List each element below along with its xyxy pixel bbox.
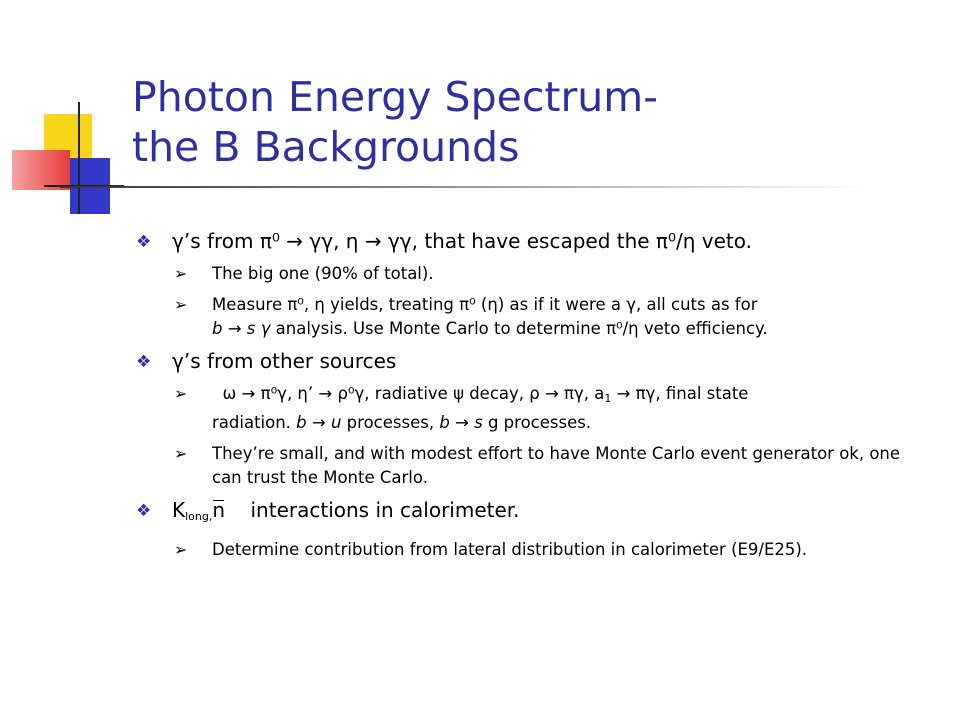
- sub-bullet-text: Determine contribution from lateral distribution in calorimeter (E9/E25).: [212, 540, 808, 559]
- sub-bullet-text-cont: → πγ, final state: [616, 384, 749, 403]
- slide-title: [132, 72, 932, 172]
- arrow-bullet-icon: ➢: [174, 540, 188, 559]
- title-divider: [60, 186, 870, 188]
- title-line-1: Photon Energy Spectrum-: [132, 73, 659, 121]
- bullet-item: [136, 348, 916, 374]
- diamond-bullet-icon: ❖: [136, 232, 152, 252]
- sub-bullet-text: Measure π⁰, η yields, treating π⁰ (η) as if it were a γ, all cuts as for: [212, 295, 758, 314]
- sub-bullet-text-cont: processes,: [346, 413, 435, 432]
- formula-b-to-s-gamma: b → s γ: [212, 319, 271, 338]
- k-subscript: long,: [185, 510, 213, 523]
- subscript-1: 1: [604, 392, 612, 405]
- antineutron-symbol: n: [212, 498, 226, 522]
- deco-vertical-line: [78, 102, 80, 214]
- arrow-bullet-icon: ➢: [174, 384, 188, 403]
- deco-red-block: [12, 150, 70, 190]
- arrow-bullet-icon: ➢: [174, 444, 188, 463]
- sub-bullet-item: [174, 293, 916, 341]
- sub-bullet-item: [174, 538, 916, 562]
- sub-bullet-text-cont: analysis. Use Monte Carlo to determine π⁰/η veto efficiency.: [275, 319, 768, 338]
- title-line-2: the B Backgrounds: [132, 123, 520, 171]
- sub-bullet-text: They’re small, and with modest effort to have Monte Carlo event generator ok, one can trust the Monte Carlo.: [212, 444, 901, 487]
- arrow-bullet-icon: ➢: [174, 264, 188, 283]
- sub-bullet-text: ω → π⁰γ, η’ → ρ⁰γ, radiative ψ decay, ρ → πγ, a: [222, 384, 605, 403]
- arrow-bullet-icon: ➢: [174, 295, 188, 314]
- sub-bullet-text-cont: g processes.: [487, 413, 592, 432]
- diamond-bullet-icon: ❖: [136, 352, 152, 372]
- sub-bullet-item: [174, 262, 916, 286]
- diamond-bullet-icon: ❖: [136, 501, 152, 521]
- slide-body: [136, 222, 916, 569]
- formula-b-to-s: b → s: [439, 413, 483, 432]
- formula-b-to-u: b → u: [296, 413, 342, 432]
- sub-bullet-item: [174, 382, 916, 435]
- sub-bullet-item: [174, 442, 916, 490]
- k-symbol: K: [172, 498, 186, 522]
- bullet-text: γ’s from π⁰ → γγ, η → γγ, that have escaped the π⁰/η veto.: [172, 229, 752, 253]
- sub-bullet-text: The big one (90% of total).: [212, 264, 434, 283]
- bullet-text: interactions in calorimeter.: [250, 498, 520, 522]
- bullet-item: [136, 497, 916, 530]
- sub-bullet-text-cont: radiation.: [212, 413, 291, 432]
- bullet-item: [136, 228, 916, 254]
- bullet-text: γ’s from other sources: [172, 349, 397, 373]
